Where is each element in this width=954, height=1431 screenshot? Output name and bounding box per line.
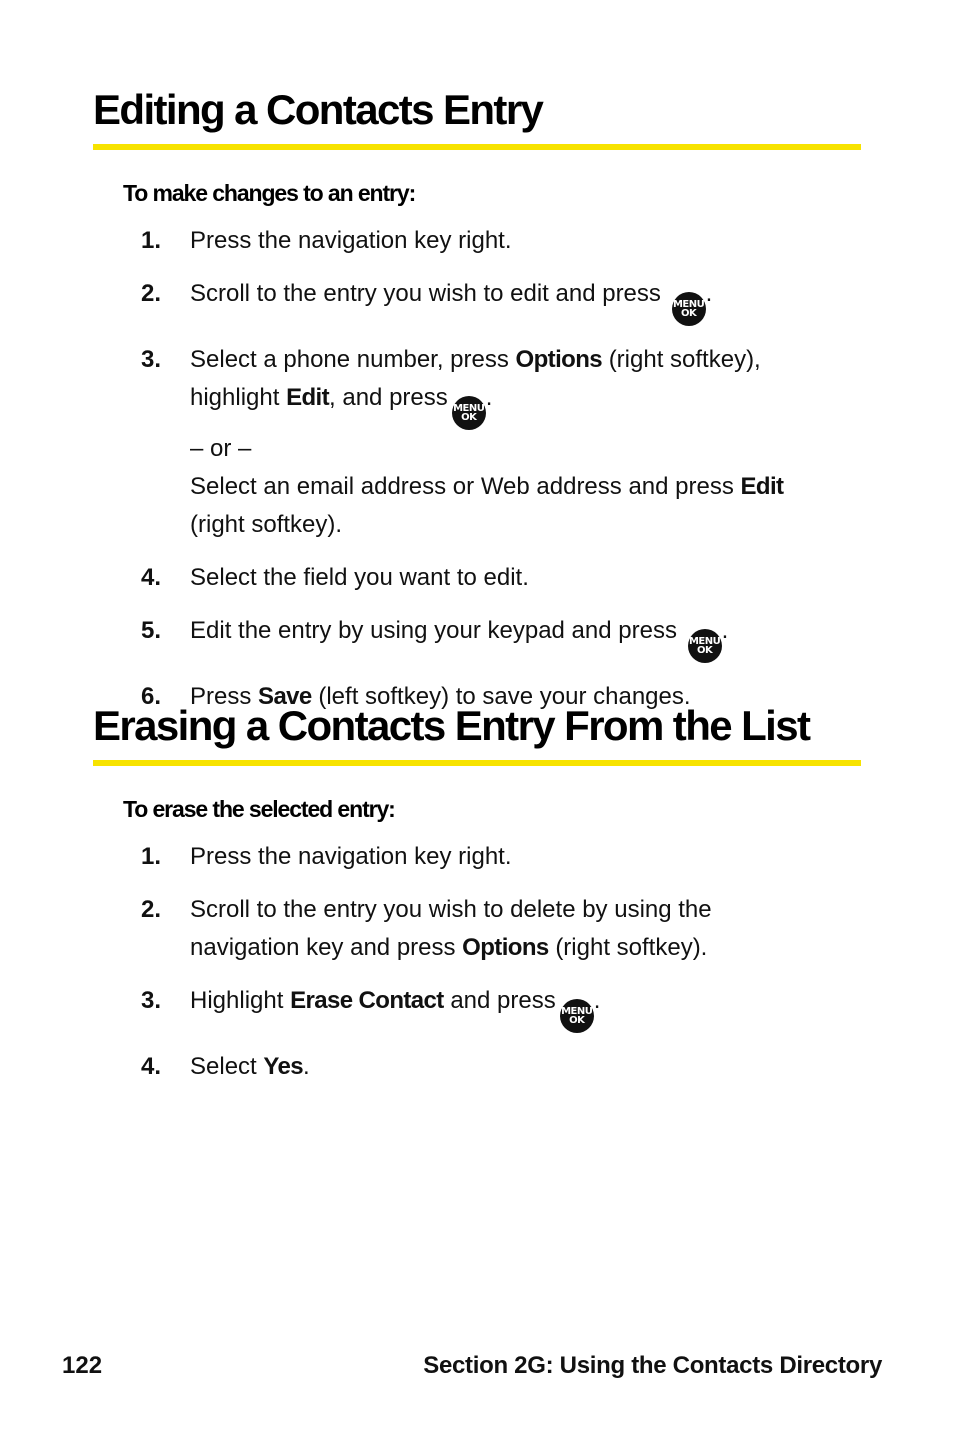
step-number: 4. bbox=[141, 1053, 162, 1080]
step-number: 4. bbox=[141, 564, 162, 591]
ok-label: OK bbox=[697, 645, 713, 656]
step-text: Select the field you want to edit. bbox=[190, 564, 529, 591]
step-text: Select bbox=[190, 1053, 257, 1080]
ok-label: OK bbox=[680, 308, 697, 319]
step-punct: . bbox=[705, 280, 713, 307]
list-item bbox=[93, 341, 861, 544]
step-text: navigation key and press bbox=[190, 934, 456, 961]
step-text: Press bbox=[190, 683, 252, 710]
step-number: 1. bbox=[141, 227, 162, 254]
step-text: (right softkey), bbox=[608, 346, 761, 373]
step-punct: . bbox=[485, 384, 493, 411]
or-separator: – or – bbox=[190, 435, 252, 462]
menu-label: MENU bbox=[453, 403, 485, 414]
list-item bbox=[93, 612, 861, 663]
step-line bbox=[190, 341, 861, 379]
menu-ok-icon bbox=[560, 999, 594, 1033]
step-text: Highlight bbox=[190, 987, 284, 1014]
step-text: , and press bbox=[329, 384, 448, 411]
step-punct: . bbox=[302, 1053, 310, 1080]
menu-ok-icon bbox=[688, 629, 722, 663]
step-number: 3. bbox=[141, 987, 162, 1014]
step-line: (right softkey). bbox=[190, 511, 343, 538]
step-text: Select an email address or Web address and press bbox=[190, 473, 734, 500]
step-text: (right softkey). bbox=[555, 934, 708, 961]
erasing-title: Erasing a Contacts Entry From the List bbox=[93, 702, 810, 749]
step-line bbox=[190, 929, 861, 967]
step-number: 5. bbox=[141, 617, 162, 644]
ok-label: OK bbox=[569, 1015, 585, 1026]
step-line bbox=[190, 379, 861, 430]
step-text: highlight bbox=[190, 384, 280, 411]
editing-intro: To make changes to an entry: bbox=[123, 180, 416, 206]
list-item bbox=[93, 275, 861, 326]
step-text: Press the navigation key right. bbox=[190, 843, 512, 870]
edit-label: Edit bbox=[286, 384, 330, 411]
title-rule bbox=[93, 760, 861, 766]
step-text: Scroll to the entry you wish to edit and press bbox=[190, 280, 661, 307]
menu-ok-icon bbox=[672, 292, 706, 326]
yes-label: Yes bbox=[263, 1053, 303, 1080]
step-line: Scroll to the entry you wish to delete by using the bbox=[190, 896, 712, 923]
menu-label: MENU bbox=[672, 299, 705, 310]
title-rule bbox=[93, 144, 861, 150]
step-punct: . bbox=[593, 987, 601, 1014]
save-label: Save bbox=[258, 683, 312, 710]
step-text: Press the navigation key right. bbox=[190, 227, 512, 254]
list-item bbox=[93, 982, 861, 1033]
options-label: Options bbox=[515, 346, 603, 373]
step-text: Select a phone number, press bbox=[190, 346, 509, 373]
erasing-section bbox=[93, 700, 861, 1101]
list-item bbox=[93, 222, 861, 260]
edit-label: Edit bbox=[740, 473, 784, 500]
menu-ok-icon bbox=[452, 396, 486, 430]
page-number: 122 bbox=[62, 1352, 103, 1379]
list-item bbox=[93, 1048, 861, 1086]
menu-label: MENU bbox=[688, 636, 721, 647]
step-number: 1. bbox=[141, 843, 162, 870]
step-punct: . bbox=[721, 617, 729, 644]
step-number: 2. bbox=[141, 896, 162, 923]
step-number: 3. bbox=[141, 346, 162, 373]
list-item bbox=[93, 891, 861, 967]
step-text: (left softkey) to save your changes. bbox=[318, 683, 691, 710]
editing-steps bbox=[93, 222, 861, 716]
step-number: 6. bbox=[141, 683, 162, 710]
editing-section bbox=[93, 84, 861, 731]
step-line bbox=[190, 468, 861, 506]
erase-contact-label: Erase Contact bbox=[290, 987, 444, 1014]
step-text: Edit the entry by using your keypad and press bbox=[190, 617, 677, 644]
editing-title: Editing a Contacts Entry bbox=[93, 86, 543, 133]
menu-label: MENU bbox=[561, 1006, 593, 1017]
list-item bbox=[93, 838, 861, 876]
options-label: Options bbox=[462, 934, 549, 961]
erasing-steps bbox=[93, 838, 861, 1086]
erasing-intro: To erase the selected entry: bbox=[123, 796, 395, 822]
step-number: 2. bbox=[141, 280, 162, 307]
ok-label: OK bbox=[461, 412, 477, 423]
step-text: and press bbox=[450, 987, 556, 1014]
footer-section-title: Section 2G: Using the Contacts Directory bbox=[423, 1352, 882, 1379]
list-item bbox=[93, 559, 861, 597]
